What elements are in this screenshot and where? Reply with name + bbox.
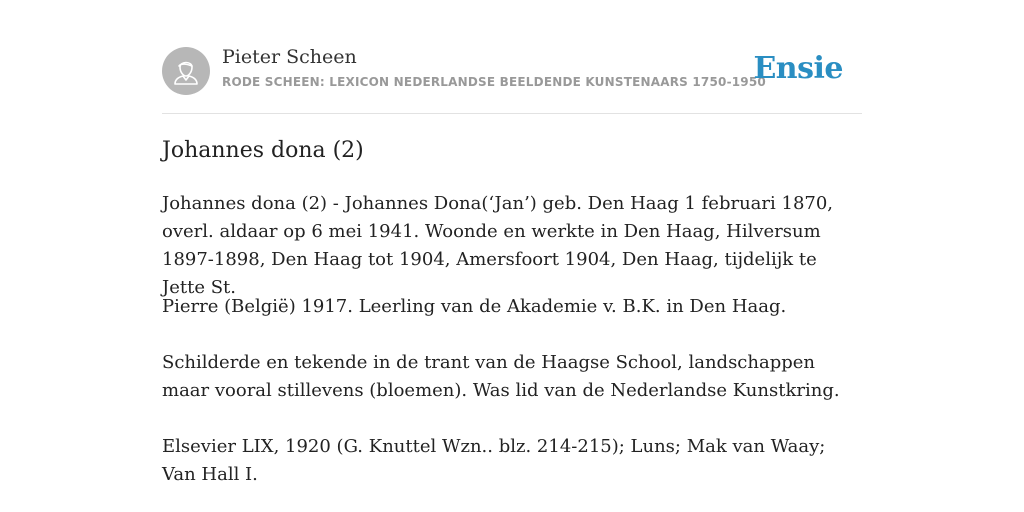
- ensie-logo[interactable]: Ensie: [753, 51, 843, 86]
- article-paragraph: Schilderde en tekende in de trant van de Haagse School, landschappen maar vooral stillevens (bloemen). Was lid van de Nederlandse Kunstkring.: [162, 352, 840, 401]
- author-avatar[interactable]: [162, 47, 210, 95]
- source-lexicon-link[interactable]: RODE SCHEEN: LEXICON NEDERLANDSE BEELDENDE KUNSTENAARS 1750-1950: [222, 75, 766, 89]
- article-paragraph: Johannes dona (2) - Johannes Dona(‘Jan’) geb. Den Haag 1 februari 1870, overl. aldaar op 6 mei 1941. Woonde en werkte in Den Haag, Hilversum 1897-1898, Den Haag tot 1904, Amersfoort 1904, Den Haag, tijdelijk te Jette St.: [162, 193, 834, 298]
- article-paragraph: Elsevier LIX, 1920 (G. Knuttel Wzn.. blz. 214-215); Luns; Mak van Waay; Van Hall I.: [162, 436, 826, 485]
- article-paragraph: Pierre (België) 1917. Leerling van de Akademie v. B.K. in Den Haag.: [162, 296, 787, 317]
- author-name[interactable]: Pieter Scheen: [222, 46, 357, 68]
- author-header: [162, 46, 862, 96]
- header-divider: [162, 113, 862, 114]
- article-title: Johannes dona (2): [162, 138, 364, 163]
- user-silhouette-icon: [162, 47, 210, 95]
